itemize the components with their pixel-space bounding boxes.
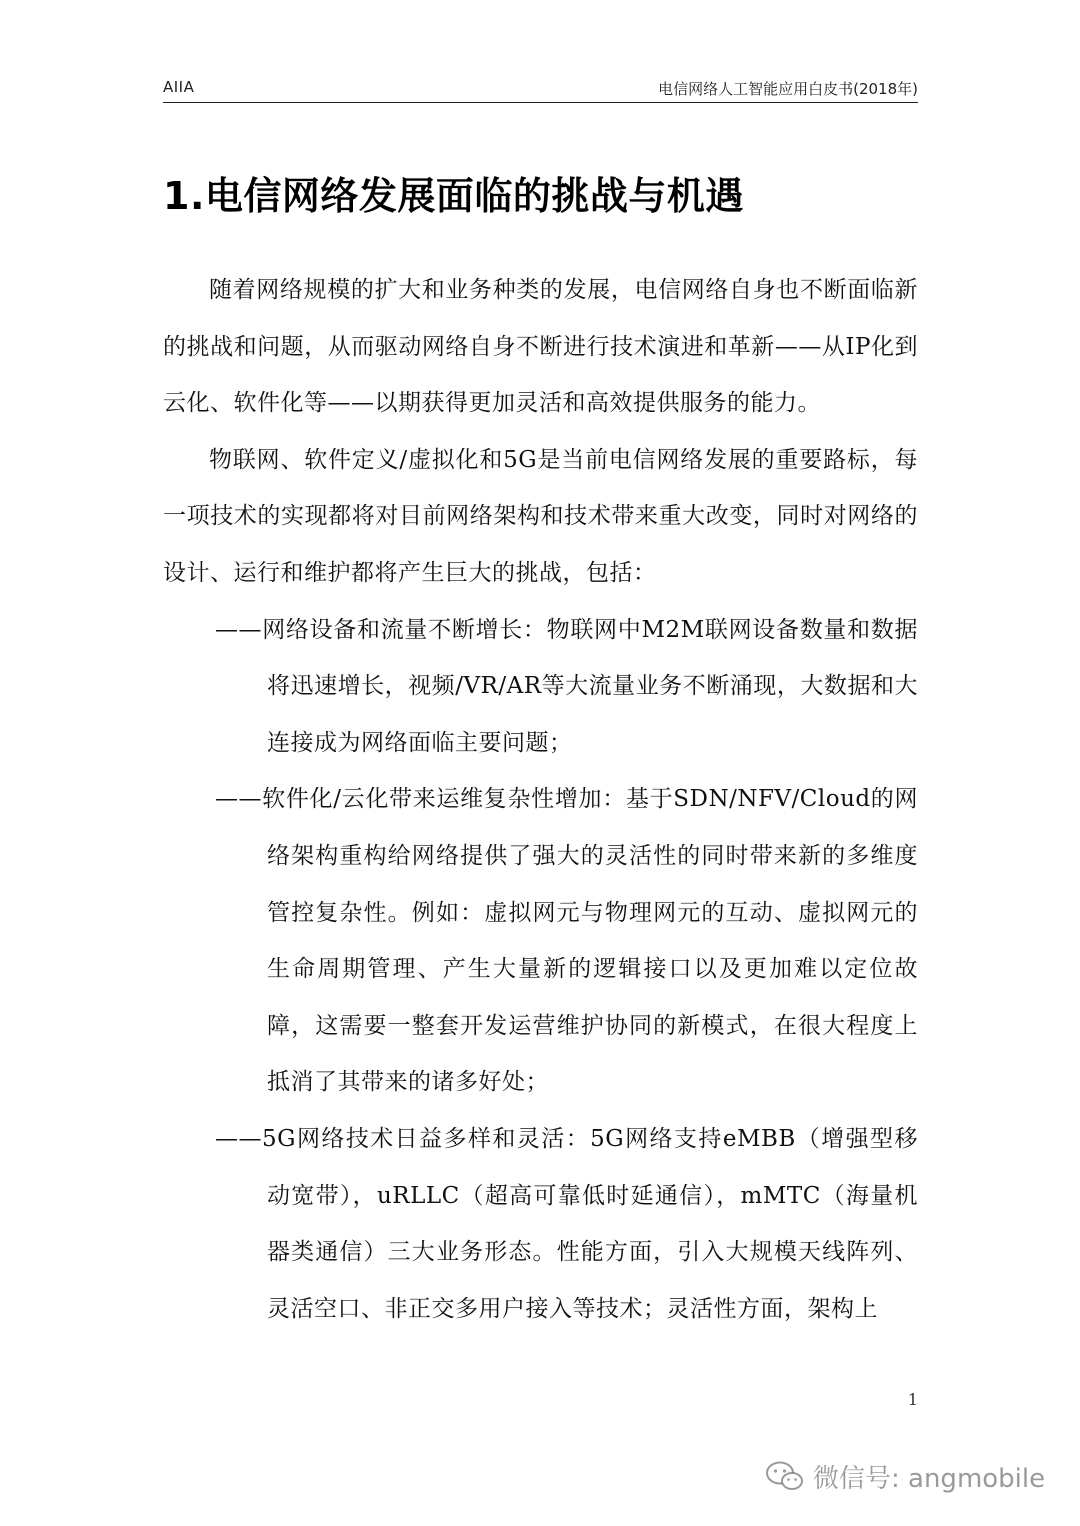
wechat-watermark bbox=[765, 1458, 1045, 1494]
challenge-item: ——5G网络技术日益多样和灵活：5G网络支持eMBB（增强型移动宽带），uRLLC（超高可靠低时延通信），mMTC（海量机器类通信）三大业务形态。性能方面，引入大规模天线阵列、灵活空口、非正交多用户接入等技术；灵活性方面，架构上 bbox=[215, 1125, 918, 1322]
body-paragraph: 随着网络规模的扩大和业务种类的发展，电信网络自身也不断面临新的挑战和问题，从而驱动网络自身不断进行技术演进和革新——从IP化到云化、软件化等——以期获得更加灵活和高效提供服务的能力。 bbox=[163, 277, 918, 417]
body-paragraph: 物联网、软件定义/虚拟化和5G是当前电信网络发展的重要路标，每一项技术的实现都将对目前网络架构和技术带来重大改变，同时对网络的设计、运行和维护都将产生巨大的挑战，包括： bbox=[163, 446, 918, 586]
header-org-label: AIIA bbox=[163, 78, 195, 96]
header-document-title: 电信网络人工智能应用白皮书(2018年) bbox=[658, 80, 918, 98]
challenge-item: ——网络设备和流量不断增长：物联网中M2M联网设备数量和数据将迅速增长，视频/VR/AR等大流量业务不断涌现，大数据和大连接成为网络面临主要问题； bbox=[215, 616, 918, 756]
wechat-icon bbox=[765, 1460, 805, 1492]
page-number: 1 bbox=[907, 1390, 918, 1409]
document-body bbox=[163, 262, 918, 1337]
page-header bbox=[163, 74, 918, 103]
challenge-item: ——软件化/云化带来运维复杂性增加：基于SDN/NFV/Cloud的网络架构重构给网络提供了强大的灵活性的同时带来新的多维度管控复杂性。例如：虚拟网元与物理网元的互动、虚拟网元的生命周期管理、产生大量新的逻辑接口以及更加难以定位故障，这需要一整套开发运营维护协同的新模式，在很大程度上抵消了其带来的诸多好处； bbox=[215, 786, 918, 1096]
watermark-text: 微信号: angmobile bbox=[813, 1463, 1046, 1494]
section-title: 1.电信网络发展面临的挑战与机遇 bbox=[163, 174, 744, 218]
